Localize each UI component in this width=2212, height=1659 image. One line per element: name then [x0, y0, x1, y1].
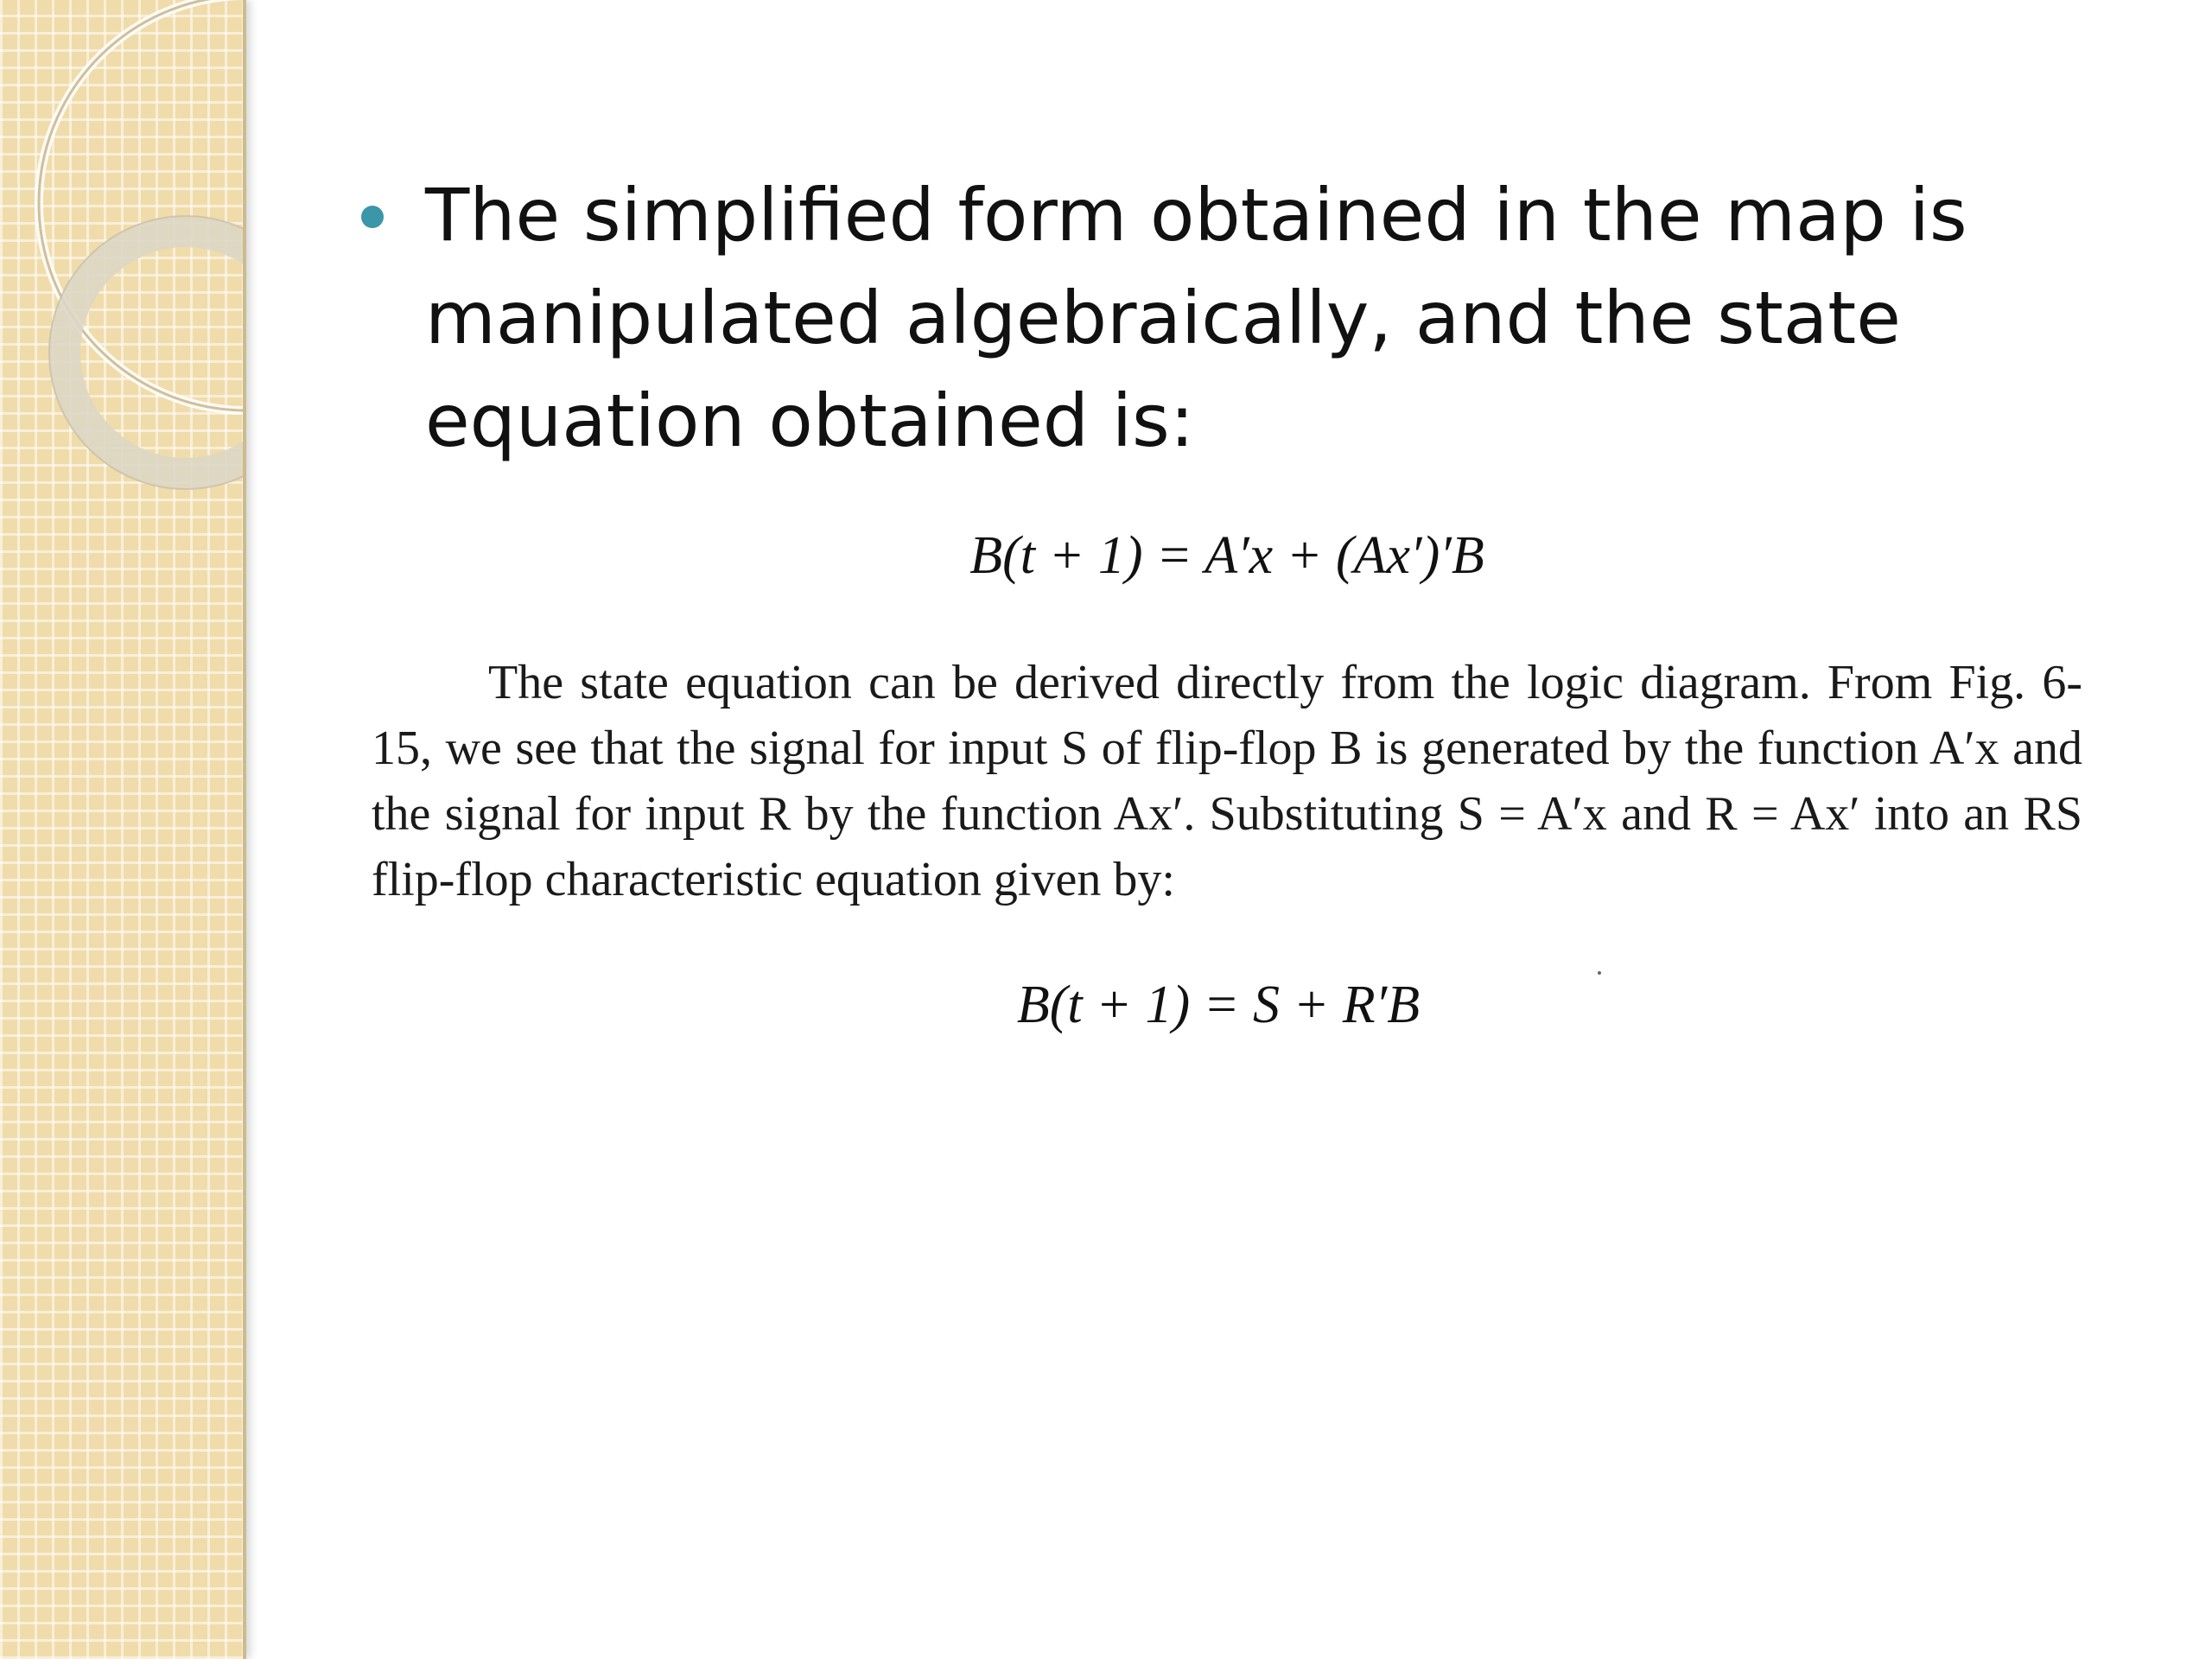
state-equation: B(t + 1) = A′x + (Ax′)′B — [969, 526, 1484, 585]
scan-artifact — [1598, 971, 1601, 975]
derivation-paragraph-text: The state equation can be derived directly from the logic diagram. From Fig. 6-15, we see that the signal for input S of flip-flop B is generated by the function A′x and the signal for input R by the function Ax′. Substituting S = A′x and R = Ax′ into an RS flip-flop characteristic equation given by: — [372, 656, 2082, 906]
rings-decoration-icon — [0, 0, 245, 553]
decorative-sidebar — [0, 0, 245, 1659]
characteristic-equation: B(t + 1) = S + R′B — [1016, 976, 1421, 1034]
bullet-dot-icon — [361, 206, 384, 228]
derivation-paragraph — [372, 650, 2082, 912]
bullet-text: The simplified form obtained in the map is manipulated algebraically, and the state equation obtained is: — [425, 173, 1967, 463]
sidebar-edge — [243, 0, 246, 1659]
bullet-point — [361, 164, 2141, 473]
